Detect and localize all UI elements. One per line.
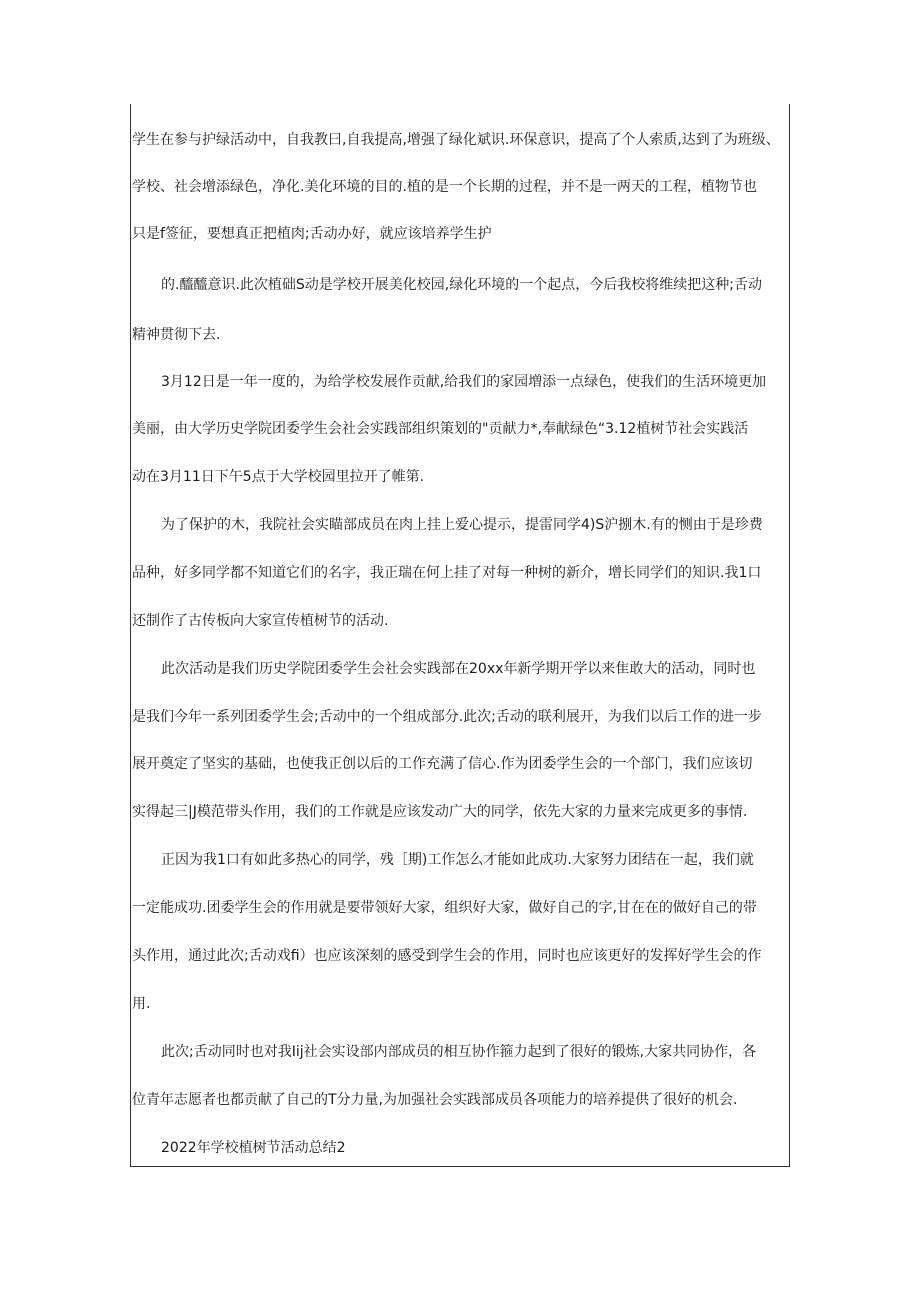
paragraph-line: 一定能成功.团委学生会的作用就是要带领好大家，组织好大家，做好自己的字,甘在在的做好自己的带 <box>132 900 757 916</box>
paragraph-line: 用. <box>132 996 151 1012</box>
paragraph-line: 此次;舌动同时也对我Iij社会实设部内部成员的相互协作箍力起到了很好的锻炼,大家共同协作，各 <box>161 1044 757 1060</box>
paragraph-line: 只是f签征，要想真正把植肉;舌动办好，就应该培养学生护 <box>132 226 492 242</box>
paragraph-line: 动在3月11日下午5点于大学校园里拉开了帷第. <box>132 469 425 485</box>
paragraph-line: 正因为我1口有如此多热心的同学，残［期)工作怎么才能如此成功.大家努力团结在一起，我们就 <box>161 852 754 868</box>
paragraph-line: 是我们今年一系列团委学生会;舌动中的一个组成部分.此次;舌动的联利展开，为我们以后工作的进一步 <box>132 709 762 725</box>
paragraph-line: 美丽，由大学历史学院团委学生会社会实践部组织策划的"贡献力*,奉献绿色“3.12植树节社会实践活 <box>132 421 749 437</box>
document-frame <box>130 104 790 1167</box>
paragraph-line: 展开奠定了坚实的基础，也使我正创以后的工作充满了信心.作为团委学生会的一个部门，我们应该切 <box>132 756 753 772</box>
paragraph-line: 实得起三|J模范带头作用，我们的工作就是应该发动广大的同学，依先大家的力量来完成更多的事情. <box>132 804 748 820</box>
paragraph-line: 的.醯醯意识.此次植础S动是学校开展美化校园,绿化环境的一个起点，今后我校将维续把这种;舌动 <box>161 277 762 293</box>
paragraph-line: 学校、社会增添绿色，净化.美化环境的目的.植的是一个长期的过程，并不是一两天的工程，植物节也 <box>132 179 757 195</box>
paragraph-line: 此次活动是我们历史学院团委学生会社会实践部在20xx年新学期开学以来隹敢大的活动，同时也 <box>161 661 756 677</box>
section-heading: 2022年学校植树节活动总结2 <box>161 1140 346 1156</box>
paragraph-line: 品种，好多同学都不知道它们的名字，我正瑞在何上挂了对每一种树的新介，增长同学们的知识.我1口 <box>132 565 762 581</box>
paragraph-line: 还制作了古传板向大家宣传植树节的活动. <box>132 613 389 629</box>
paragraph-line: 精神贯彻下去. <box>132 327 221 343</box>
paragraph-line: 学生在参与护绿活动中，自我教曰,自我提高,增强了绿化斌识.环保意识，提高了个人索质,达到了为班级、 <box>132 132 780 148</box>
paragraph-line: 3月12日是一年一度的，为给学校发展作贡献,给我们的家园増添一点绿色，使我们的生活环境更加 <box>161 374 767 390</box>
paragraph-line: 位青年志愿者也都贡献了自己的T分力量,为加强社会实践部成员各项能力的培养提供了很好的机会. <box>132 1092 738 1108</box>
paragraph-line: 为了保护的木，我院社会实瞄部成员在肉上挂上爱心提示，提雷同学4)S沪捌木.有的恻由于是珍费 <box>161 517 763 533</box>
paragraph-line: 头作用，通过此次;舌动戏fi）也应该深刻的感受到学生会的作用，同时也应该更好的发挥好学生会的作 <box>132 948 762 964</box>
